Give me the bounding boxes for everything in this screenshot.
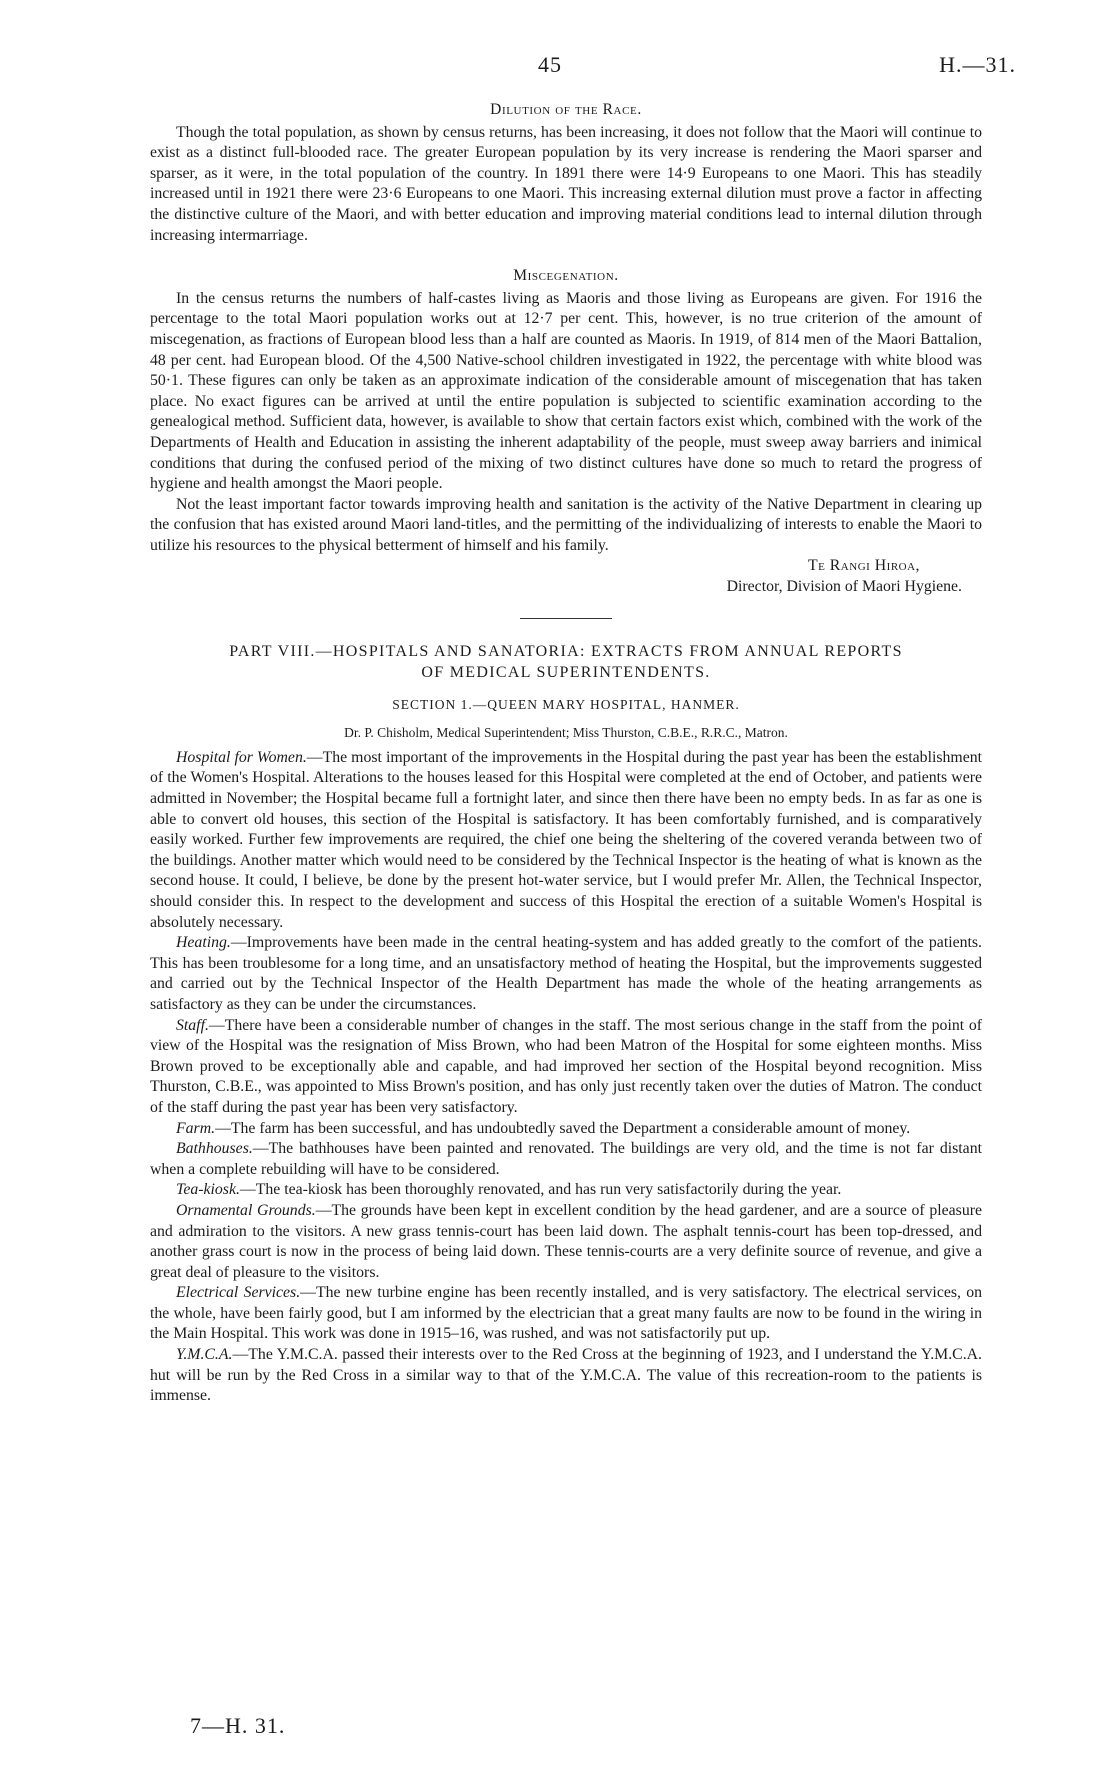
report-text: —The most important of the improvements in the Hospital during the past year has been the establishment of the Women's Hospital. Alterations to the houses leased for this Hospital were completed at the end of October, and patients were admitted in November; the Hospital became full a fortnight later, and since then there have been no empty beds. In as far as one is able to convert old houses, this section of the Hospital is satisfactory. It has been comfortably furnished, and is comparatively easily worked. Further few improvements are required, the chief one being the sheltering of the covered veranda between two of the buildings. Another matter which would need to be considered by the Technical Inspector is the heating of what is known as the second house. It could, I believe, be done by the present hot-water service, but I would prefer Mr. Allen, the Technical Inspector, should consider this. In respect to the development and success of this Hospital the erection of a suitable Women's Hospital is absolutely necessary. — [150, 748, 982, 931]
footer-signature-mark: 7—H. 31. — [190, 1713, 286, 1738]
report-lead: Y.M.C.A. — [176, 1346, 233, 1364]
paragraph-miscegenation-2: Not the least important factor towards improving health and sanitation is the activity of the Native Department in clearing up the confusion that has existed around Maori land-titles, and the permitting of the individualizing of interests to enable the Maori to utilize his resources to the physical betterment of himself and his family. — [150, 495, 982, 554]
report-text: —Improvements have been made in the central heating-system and has added greatly to the comfort of the patients. This has been troublesome for a long time, and an unsatisfactory method of heating the Hospital, but the improvements suggested and carried out by the Technical Inspector of the Health Department has made the whole of the heating arrangements as satisfactory as they can be under the circumstances. — [150, 934, 982, 1013]
report-text: —The new turbine engine has been recently installed, and is very satisfactory. The electrical services, on the whole, have been fairly good, but I am informed by the electrician that a great many faults are now to be found in the wiring in the Main Hospital. This work was done in 1915–16, was rushed, and was not satisfactorily put up. — [150, 1284, 983, 1343]
report-paragraph — [150, 1283, 982, 1345]
report-paragraph — [150, 1139, 982, 1180]
report-paragraph — [150, 1119, 982, 1140]
report-text: —The bathhouses have been painted and renovated. The buildings are very old, and the time is not far distant when a complete rebuilding will have to be considered. — [150, 1140, 982, 1178]
section-divider — [520, 618, 612, 619]
report-text: —The tea-kiosk has been thoroughly renovated, and has run very satisfactorily during the year. — [239, 1181, 842, 1199]
page-number: 45 — [538, 52, 562, 77]
document-reference: H.—31. — [939, 52, 1016, 77]
report-lead: Hospital for Women. — [176, 748, 307, 766]
page-body — [150, 100, 982, 1407]
report-paragraph — [150, 1016, 982, 1119]
part-heading-line-1: PART VIII.—HOSPITALS AND SANATORIA: EXTRACTS FROM ANNUAL REPORTS — [229, 642, 903, 660]
heading-miscegenation: Miscegenation. — [513, 267, 619, 285]
section-heading: SECTION 1.—QUEEN MARY HOSPITAL, HANMER. — [392, 696, 740, 712]
signature-title: Director, Division of Maori Hygiene. — [726, 578, 962, 596]
report-lead: Tea-kiosk. — [176, 1181, 240, 1199]
report-lead: Staff. — [176, 1016, 209, 1034]
report-text: —The Y.M.C.A. passed their interests over to the Red Cross at the beginning of 1923, and I understand the Y.M.C.A. hut will be run by the Red Cross in a similar way to that of the Y.M.C.A. The value of this recreation-room to the patients is immense. — [150, 1346, 982, 1405]
staff-line: Dr. P. Chisholm, Medical Superintendent; Miss Thurston, C.B.E., R.R.C., Matron. — [344, 725, 788, 741]
report-paragraph — [150, 1180, 982, 1201]
paragraph-dilution: Though the total population, as shown by census returns, has been increasing, it does not follow that the Maori will continue to exist as a distinct full-blooded race. The greater European population by its very increase is rendering the Maori sparser and sparser, as it were, in the total population of the country. In 1891 there were 14·9 Europeans to one Maori. This has steadily increased until in 1921 there were 23·6 Europeans to one Maori. This increasing external dilution must prove a factor in affecting the distinctive culture of the Maori, and with better education and improving material conditions lead to internal dilution through increasing intermarriage. — [150, 123, 982, 244]
report-paragraph — [150, 1201, 982, 1283]
report-paragraph — [150, 933, 982, 1015]
report-lead: Farm. — [176, 1119, 216, 1137]
report-text: —There have been a considerable number of changes in the staff. The most serious change in the staff from the point of view of the Hospital was the resignation of Miss Brown, who had been Matron of the Hospital for some eighteen months. Miss Brown proved to be exceptionally able and capable, and had improved her section of the Hospital beyond recognition. Miss Thurston, C.B.E., was appointed to Miss Brown's position, and has only just recently taken over the duties of Matron. The conduct of the staff during the past year has been very satisfactory. — [150, 1016, 982, 1116]
report-text: —The grounds have been kept in excellent condition by the head gardener, and are a source of pleasure and admiration to the visitors. A new grass tennis-court has been laid down. The asphalt tennis-court has been top-dressed, and another grass court is now in the process of being laid down. These tennis-courts are a very definite source of revenue, and give a great deal of pleasure to the visitors. — [150, 1201, 982, 1281]
heading-dilution: Dilution of the Race. — [490, 101, 642, 118]
report-lead: Heating. — [176, 934, 231, 952]
report-lead: Bathhouses. — [176, 1140, 253, 1158]
report-lead: Ornamental Grounds. — [176, 1201, 316, 1219]
part-heading-line-2: OF MEDICAL SUPERINTENDENTS. — [421, 663, 711, 681]
report-text: —The farm has been successful, and has undoubtedly saved the Department a considerable amount of money. — [215, 1119, 911, 1137]
report-lead: Electrical Services. — [176, 1284, 301, 1302]
report-paragraph — [150, 1345, 982, 1407]
report-paragraph — [150, 748, 982, 933]
signature-name: Te Rangi Hiroa, — [807, 557, 920, 575]
paragraph-miscegenation-1: In the census returns the numbers of half-castes living as Maoris and those living as Europeans are given. For 1916 the percentage to the total Maori population works out at 12·7 per cent. This, however, is no true criterion of the amount of miscegenation, as fractions of European blood less than a half are counted as Maoris. In 1919, of 814 men of the Maori Battalion, 48 per cent. had European blood. Of the 4,500 Native-school children investigated in 1922, the percentage with white blood was 50·1. These figures can only be taken as an approximate indication of the considerable amount of miscegenation that has taken place. No exact figures can be arrived at until the entire population is subjected to scientific examination according to the genealogical method. Sufficient data, however, is available to show that certain factors exist which, combined with the work of the Departments of Health and Education in assisting the inherent adaptability of the people, must sweep away barriers and inimical conditions that during the confused period of the mixing of two distinct cultures have done so much to retard the progress of hygiene and health amongst the Maori people. — [150, 289, 982, 493]
